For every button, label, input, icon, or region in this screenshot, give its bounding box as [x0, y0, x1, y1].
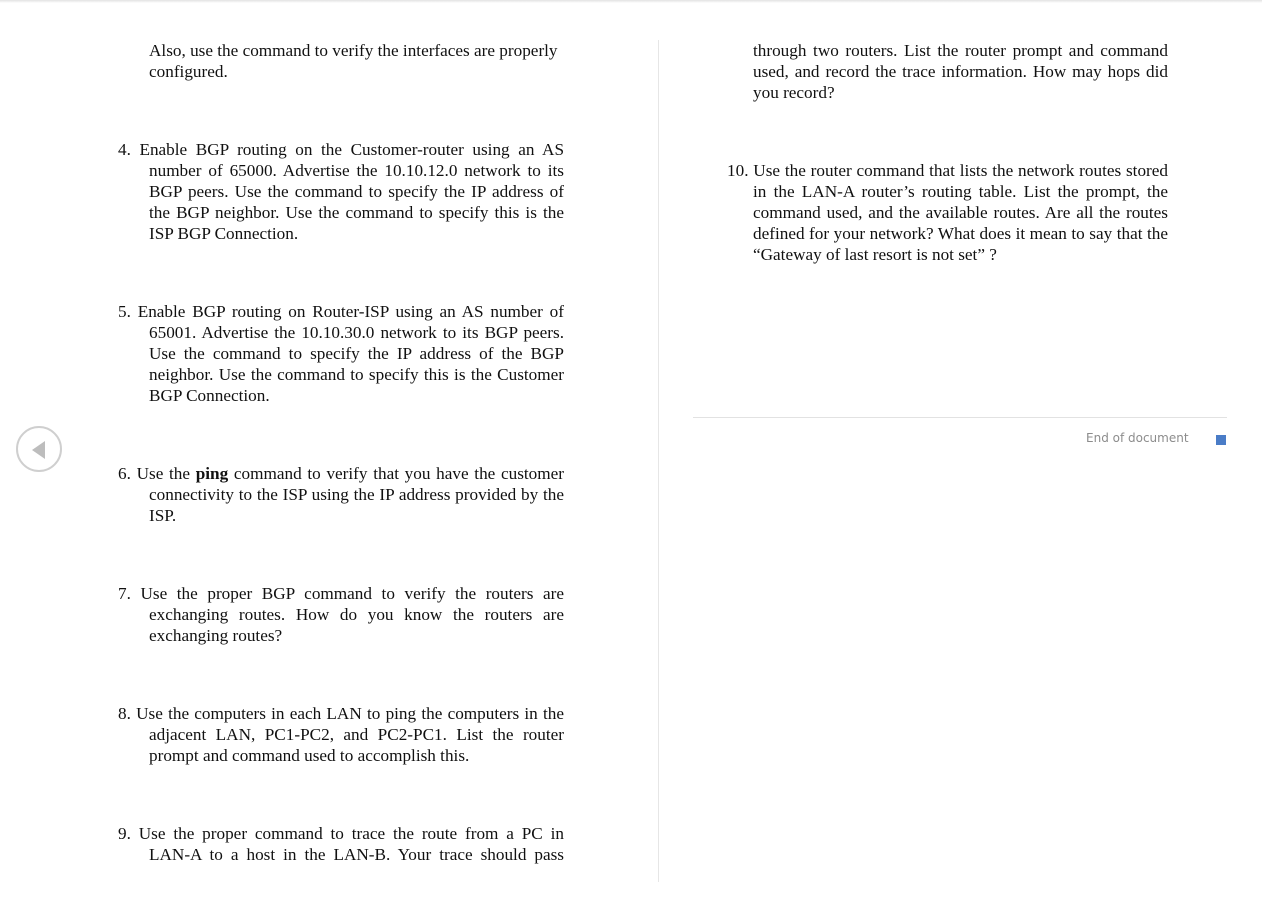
column-divider	[658, 40, 659, 882]
list-item-7: 7. Use the proper BGP command to verify the routers are exchanging routes. How do you know the routers are exchanging routes?	[118, 584, 564, 645]
end-of-document-rule	[693, 417, 1227, 418]
ping-keyword: ping	[195, 464, 229, 483]
top-edge-shadow	[0, 0, 1262, 3]
list-item-8: 8. Use the computers in each LAN to ping the computers in the adjacent LAN, PC1-PC2, and PC2-PC1. List the router prompt and command used to accomplish this.	[118, 704, 564, 765]
right-column	[722, 40, 1168, 265]
list-item-10: 10. Use the router command that lists the network routes stored in the LAN-A router’s routing table. List the prompt, the command used, and the available routes. Are all the routes defined for your network? What does it mean to say that the “Gateway of last resort is not set” ?	[727, 161, 1168, 264]
left-column	[118, 40, 564, 865]
chevron-left-icon	[32, 441, 45, 459]
previous-page-button[interactable]	[16, 426, 62, 472]
intro-continuation: Also, use the command to verify the interfaces are properly configured.	[149, 41, 558, 81]
list-item-9: 9. Use the proper command to trace the route from a PC in LAN-A to a host in the LAN-B. Your trace should pass	[118, 824, 564, 864]
list-item-6	[118, 463, 564, 526]
item6-text-after: command to verify that you have the customer connectivity to the ISP using the IP address provided by the ISP.	[149, 464, 564, 525]
item9-continuation: through two routers. List the router prompt and command used, and record the trace information. How may hops did you record?	[753, 41, 1168, 102]
item6-text-before: 6. Use the	[118, 464, 196, 483]
end-of-document-label: End of document	[1086, 431, 1189, 445]
list-item-5: 5. Enable BGP routing on Router-ISP using an AS number of 65001. Advertise the 10.10.30.0 network to its BGP peers. Use the command to specify the IP address of the BGP neighbor. Use the command to specify this is the Customer BGP Connection.	[118, 302, 564, 405]
end-of-document-marker-icon	[1216, 435, 1226, 445]
list-item-4: 4. Enable BGP routing on the Customer-router using an AS number of 65000. Advertise the 10.10.12.0 network to its BGP peers. Use the command to specify the IP address of the BGP neighbor. Use the command to specify this is the ISP BGP Connection.	[118, 140, 564, 243]
